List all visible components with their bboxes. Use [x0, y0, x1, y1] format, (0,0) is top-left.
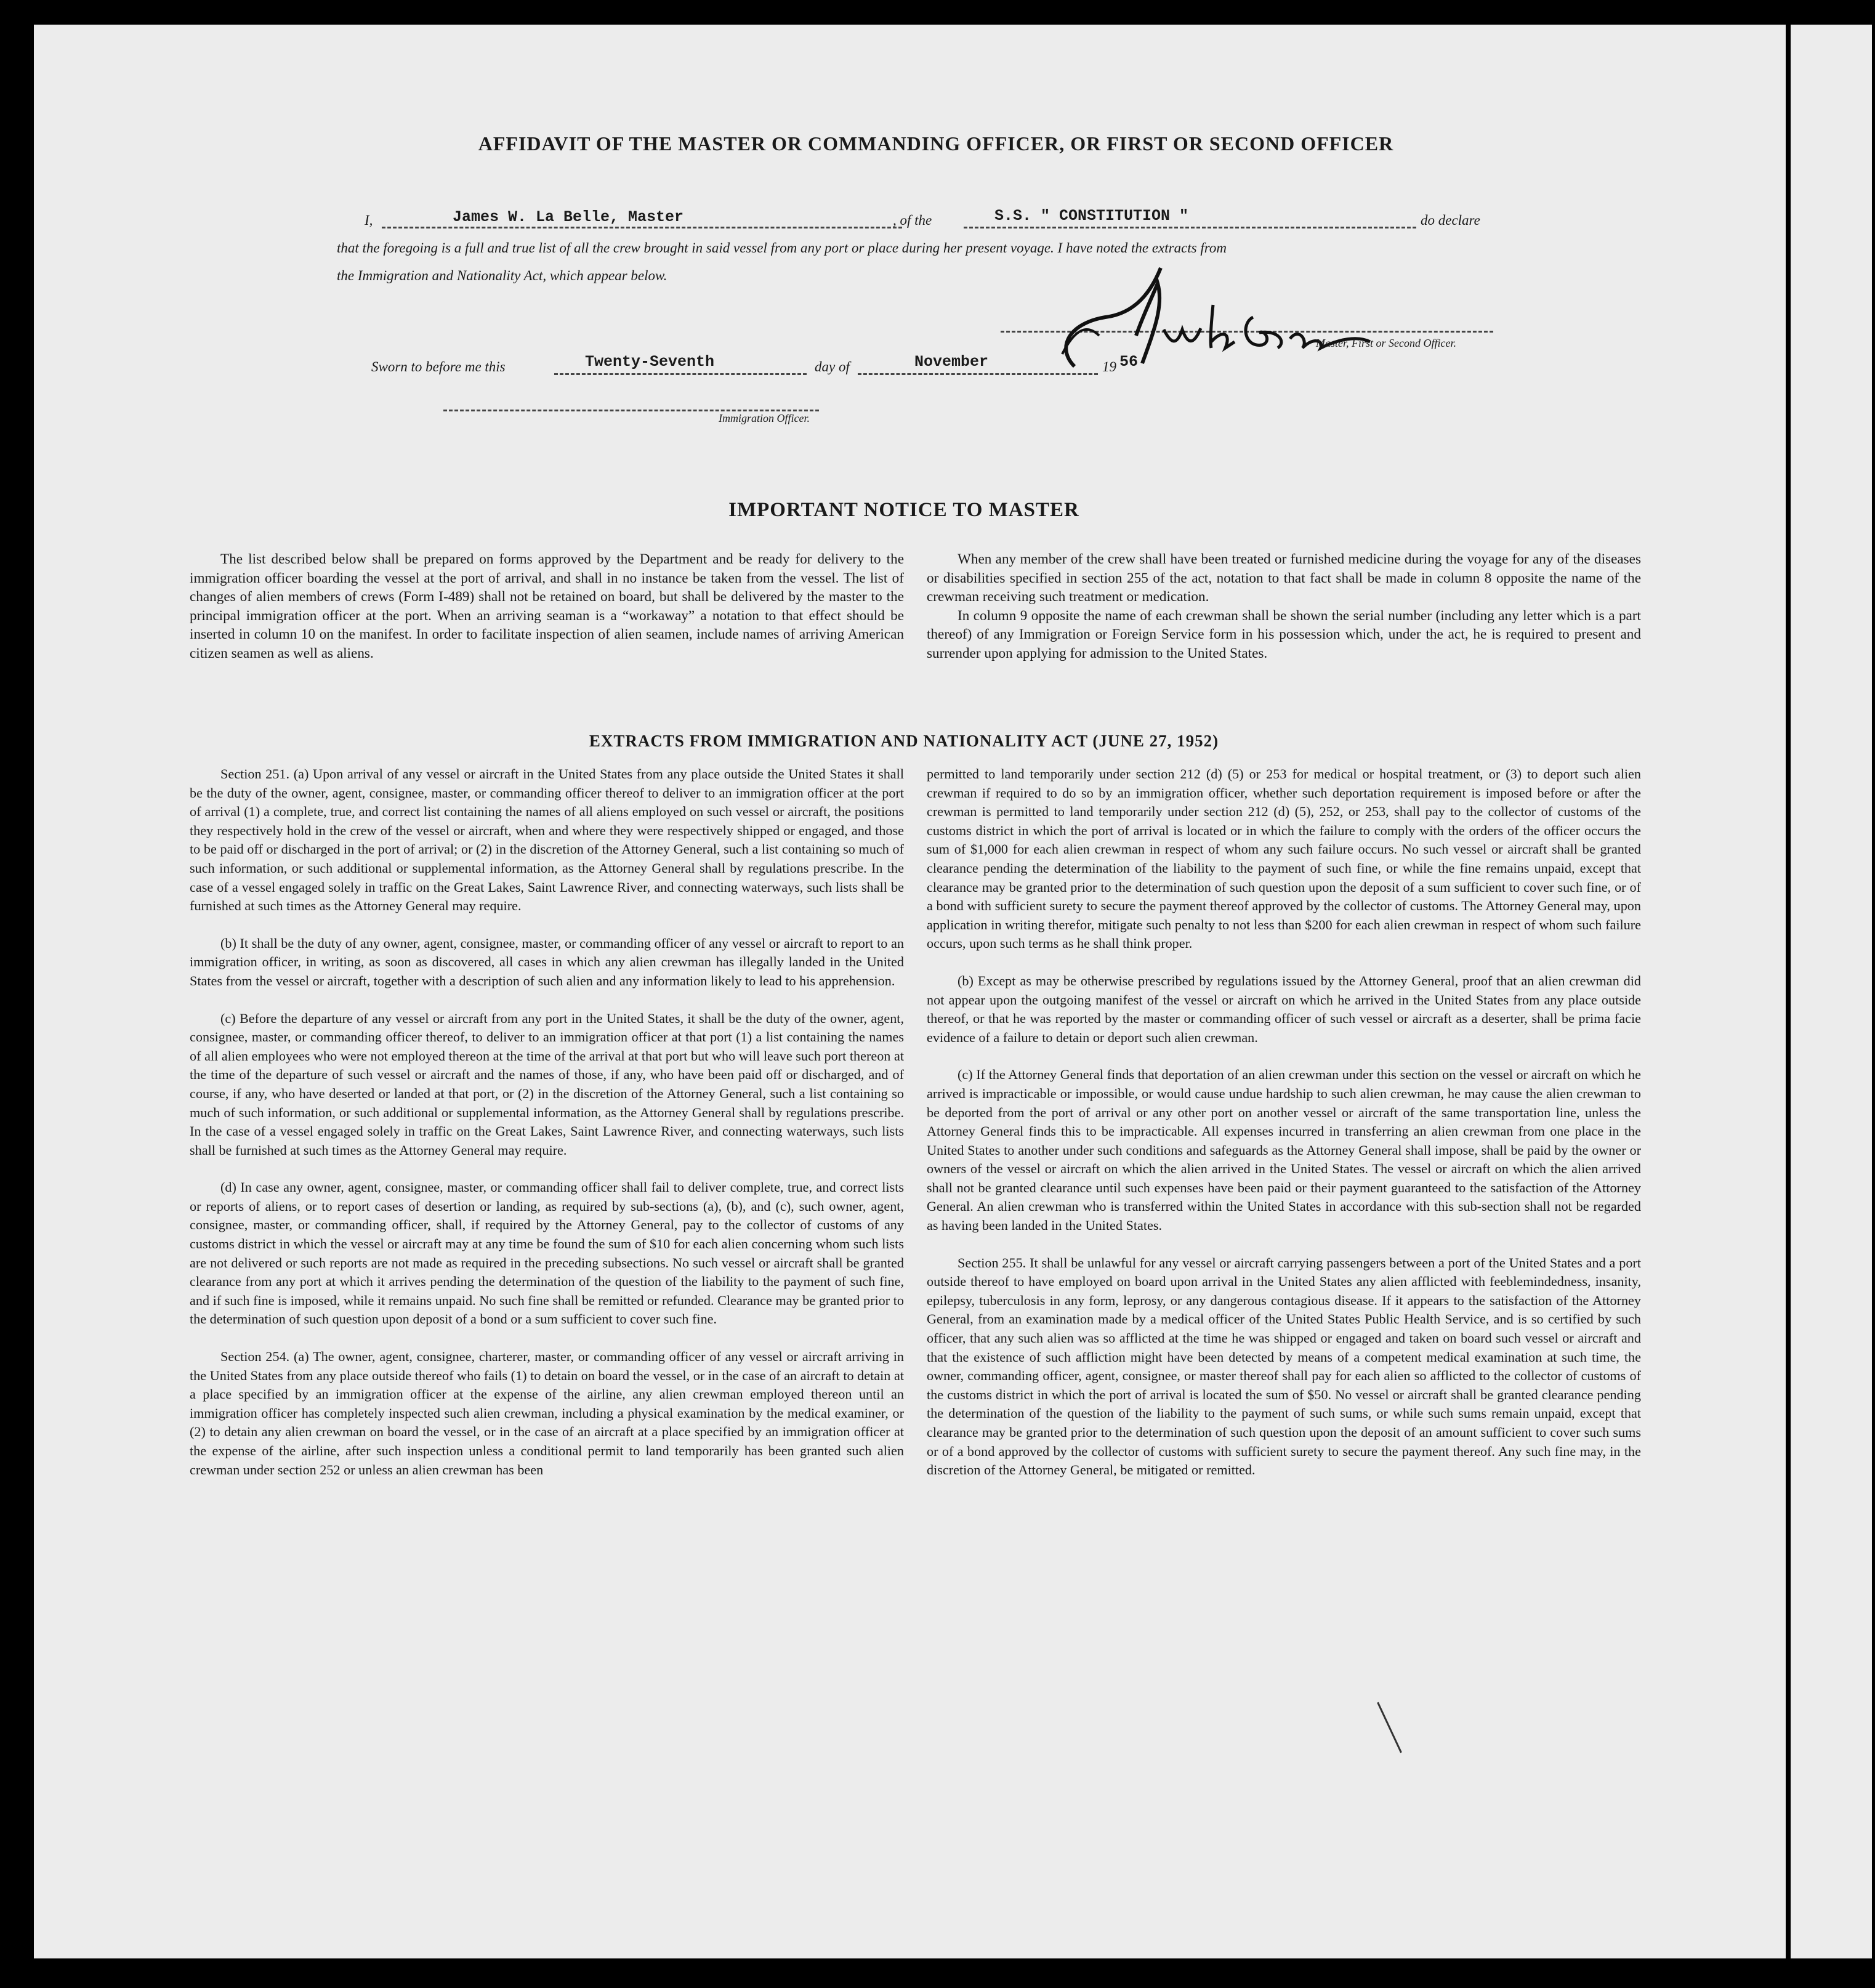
officer-caption: Immigration Officer. [719, 412, 810, 424]
extracts-title: EXTRACTS FROM IMMIGRATION AND NATIONALITY ACT (JUNE 27, 1952) [589, 732, 1219, 750]
section-254-a: Section 254. (a) The owner, agent, consignee, charterer, master, or commanding officer of any vessel or aircraft arriving in the United States from any place outside thereof who fails (1) to detain on board the vessel, or in the case of an aircraft to detain at a place specified by an immigration officer at the expense of the airline, any alien crewman employed thereon until an immigration officer has completely inspected such alien crewman, including a physical examination by the medical examiner, or (2) to detain any alien crewman on board the vessel, or in the case of an aircraft at a place specified by an immigration officer at the expense of the airline, after such inspection unless a conditional permit to land temporarily has been granted such alien crewman under section 252 or unless an alien crewman has been [190, 1349, 904, 1477]
notice-right-p2: In column 9 opposite the name of each crewman shall be shown the serial number (including any letter which is a part thereof) of any Immigration or Foreign Service form in his possession which, under the act, he is required to present and surrender upon applying for admission to the United States. [927, 607, 1641, 661]
extracts-left-column [190, 765, 904, 1479]
statement-line-2: the Immigration and Nationality Act, which appear below. [337, 268, 667, 283]
notice-title: IMPORTANT NOTICE TO MASTER [728, 499, 1079, 521]
notice-left [190, 550, 904, 663]
statement-line-1: that the foregoing is a full and true list of all the crew brought in said vessel from any port or place during her present voyage. I have noted the extracts from [337, 240, 1227, 256]
affidavit-title: AFFIDAVIT OF THE MASTER OR COMMANDING OFFICER, OR FIRST OR SECOND OFFICER [478, 132, 1394, 155]
vessel-name-field: S.S. " CONSTITUTION " [994, 207, 1189, 225]
declare-label: do declare [1421, 212, 1480, 228]
section-254-a-cont: permitted to land temporarily under section 212 (d) (5) or 253 for medical or hospital treatment, or (3) to deport such alien crewman if required to do so by an immigration officer, whether such deportation requirement is imposed before or after the crewman is permitted to land temporarily under section 212 (d) (5), 252, or 253, shall pay to the collector of customs of the customs district in which the port of arrival is located or in which the failure to comply with the orders of the officer occurs the sum of $1,000 for each alien crewman in respect of whom any such failure occurs. No such vessel or aircraft shall be granted clearance pending the determination of the liability to the payment of such fine, or while the fine remains unpaid, except that clearance may be granted prior to the determination of such question upon the deposit of a sum sufficient to cover such fine, or of a bond with sufficient surety to secure the payment thereof approved by the collector of customs. The Attorney General may, upon application in writing therefor, mitigate such penalty to not less than $200 for each alien crewman in respect of whom such failure occurs, upon such terms as he shall think proper. [927, 766, 1641, 952]
section-255: Section 255. It shall be unlawful for any vessel or aircraft carrying passengers between a port of the United States and a port outside thereof to have employed on board upon arrival in the United States any alien afflicted with feeblemindedness, insanity, epilepsy, tuberculosis in any form, leprosy, or any dangerous contagious disease. If it appears to the satisfaction of the Attorney General, from an examination made by a medical officer of the United States Public Health Service, and is so certified by such officer, that any such alien was so afflicted at the time he was shipped or engaged and taken on board such vessel or aircraft and that the existence of such affliction might have been detected by means of a competent medical examination at such time, the owner, commanding officer, agent, consignee, or master thereof shall pay for each alien so afflicted to the collector of customs of the customs district in which the port of arrival is located the sum of $50. No vessel or aircraft shall be granted clearance pending the determination of the question of the liability to the payment of such sums, or while such sums remain unpaid, except that clearance may be granted prior to the determination of such question upon the deposit of an amount sufficient to cover such sums or of a bond approved by the collector of customs with sufficient surety to secure the payment thereof. Any such fine may, in the discretion of the Attorney General, be mitigated or remitted. [927, 1255, 1641, 1478]
section-254-c: (c) If the Attorney General finds that deportation of an alien crewman under this section on the vessel or aircraft on which he arrived is impracticable or impossible, or would cause undue hardship to such alien crewman, he may cause the alien crewman to be deported from the port of arrival or any other port on another vessel or aircraft of the same transportation line, unless the Attorney General finds this to be impracticable. All expenses incurred in transferring an alien crewman from one place in the United States to another under such conditions and safeguards as the Attorney General shall impose, shall be paid by the owner or owners of the vessel or aircraft on which the alien arrived in the United States. The vessel or aircraft on which the alien arrived shall not be granted clearance until such expenses have been paid or their payment guaranteed to the satisfaction of the Attorney General. An alien crewman who is transferred within the United States in accordance with this sub-section shall not be regarded as having been landed in the United States. [927, 1067, 1641, 1234]
master-name-field: James W. La Belle, Master [453, 208, 684, 226]
section-251-a: Section 251. (a) Upon arrival of any vessel or aircraft in the United States from any place outside the United States it shall be the duty of the owner, agent, consignee, master, or commanding officer thereof to deliver to an immigration officer at the port of arrival (1) a complete, true, and correct list containing the names of all aliens employed on such vessel or aircraft, the positions they respectively hold in the crew of the vessel or aircraft, when and where they were respectively shipped or engaged, and those to be paid off or discharged in the port of arrival; or (2) in the discretion of the Attorney General, such a list containing so much of such information, or such additional or supplemental information, as the Attorney General shall by regulations prescribe. In the case of a vessel engaged solely in traffic on the Great Lakes, Saint Lawrence River, and connecting waterways, such lists shall be furnished at such times as the Attorney General may require. [190, 766, 904, 914]
signature-caption: Master, First or Second Officer. [1316, 337, 1456, 349]
section-251-b: (b) It shall be the duty of any owner, agent, consignee, master, or commanding officer of any vessel or aircraft to report to an immigration officer, in writing, as soon as discovered, all cases in which any alien crewman has illegally landed in the United States from the vessel or aircraft, together with a description of such alien and any information likely to lead to his apprehension. [190, 935, 904, 988]
sworn-label: Sworn to before me this [371, 359, 506, 374]
of-the-label: , of the [893, 212, 932, 228]
year-prefix: 19 [1102, 359, 1116, 374]
section-254-b: (b) Except as may be otherwise prescribed by regulations issued by the Attorney General, proof that an alien crewman did not appear upon the outgoing manifest of the vessel or aircraft on which he arrived in the United States from any place outside thereof, or that he was reported by the master or commanding officer of such vessel or aircraft as a deserter, shall be prima facie evidence of a failure to detain or deport such alien crewman. [927, 972, 1641, 1045]
document-page [34, 25, 1872, 1958]
pen-stray-mark [1377, 1702, 1402, 1753]
officer-line [443, 410, 819, 411]
notice-left-text: The list described below shall be prepared on forms approved by the Department and be ready for delivery to the immigration officer boarding the vessel at the port of arrival, and shall in no instance be taken from the vessel. The list of changes of alien members of crews (Form I-489) shall not be retained on board, but shall be delivered by the master to the principal immigration officer at the port. When an arriving seaman is a “workaway” a notation to that effect should be inserted in column 10 on the manifest. In order to facilitate inspection of alien seamen, include names of arriving American citizen seamen as well as aliens. [190, 551, 904, 661]
notice-right [927, 550, 1641, 663]
month-field: November [914, 353, 989, 371]
year-field: 56 [1119, 353, 1139, 371]
name-line [382, 227, 902, 228]
day-line [554, 373, 807, 375]
film-edge [1786, 25, 1791, 1958]
vessel-line [964, 227, 1416, 228]
month-line [858, 373, 1098, 375]
section-251-d: (d) In case any owner, agent, consignee, master, or commanding officer shall fail to deliver complete, true, and correct lists or reports of aliens, or to report cases of desertion or landing, as required by sub-sections (a), (b), and (c), such owner, agent, consignee, master, or commanding officer, shall, if required by the Attorney General, pay to the collector of customs of any customs district in which the vessel or aircraft may at any time be found the sum of $10 for each alien concerning whom such lists are not delivered or such reports are not made as required in the preceding subsections. No such vessel or aircraft shall be granted clearance from any port at which it arrives pending the determination of the question of the liability to the payment of such fine, and if such fine is imposed, while it remains unpaid. No such fine shall be remitted or refunded. Clearance may be granted prior to the determination of such question upon deposit of a bond or a sum sufficient to cover such fine. [190, 1179, 904, 1327]
notice-right-p1: When any member of the crew shall have been treated or furnished medicine during the voyage for any of the diseases or disabilities specified in section 255 of the act, notation to that fact shall be made in column 8 opposite the name of the crewman receiving such treatment or medication. [927, 551, 1641, 605]
i-label: I, [365, 212, 373, 228]
section-251-c: (c) Before the departure of any vessel or aircraft from any port in the United States, it shall be the duty of the owner, agent, consignee, master, or commanding officer thereof, to deliver to an immigration officer at that port (1) a list containing the names of all alien employees who were not employed thereon at the time of the arrival at that port but who will leave such port thereon at the time of the departure of such vessel or aircraft and the names of those, if any, who have been paid off or discharged, and of course, if any, who have deserted or landed at that port, or (2) in the discretion of the Attorney General, such a list containing so much of such information, or such additional or supplemental information, as the Attorney General shall by regulations prescribe. In the case of a vessel engaged solely in traffic on the Great Lakes, Saint Lawrence River, and connecting waterways, such lists shall be furnished at such times as the Attorney General may require. [190, 1010, 904, 1158]
day-of-label: day of [815, 359, 850, 374]
extracts-right-column [927, 765, 1641, 1480]
day-field: Twenty-Seventh [585, 353, 715, 371]
